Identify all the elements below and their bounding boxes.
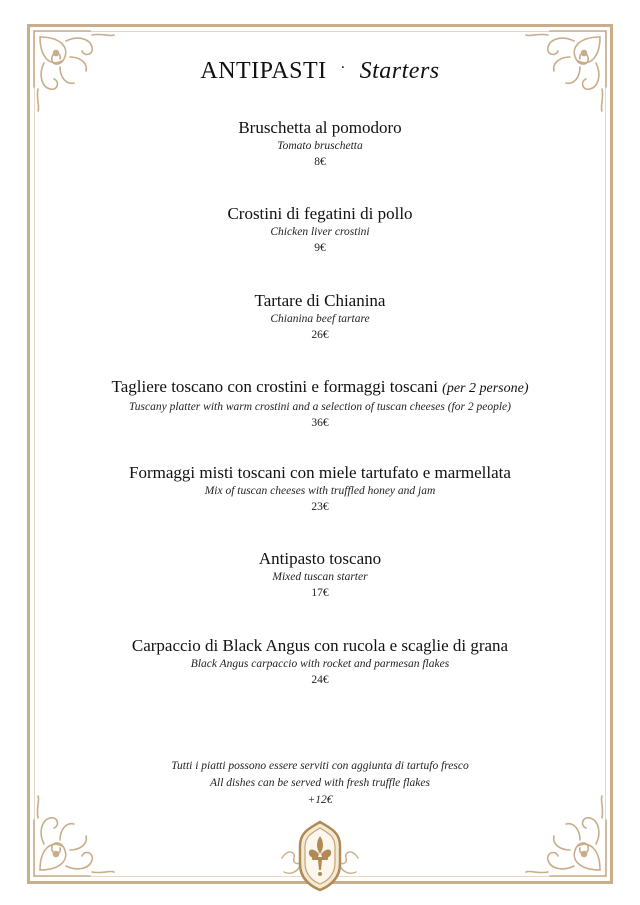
section-header	[0, 58, 640, 85]
dish-description: Chianina beef tartare	[270, 312, 370, 325]
menu-item	[40, 118, 600, 204]
menu-item	[40, 463, 600, 549]
dish-name: Formaggi misti toscani con miele tartufato e marmellata	[129, 463, 511, 483]
dish-description: Chicken liver crostini	[270, 226, 370, 239]
dish-name: Tagliere toscano con crostini e formaggi toscani (per 2 persone)	[111, 376, 529, 396]
dish-name: Crostini di fegatini di pollo	[227, 204, 413, 224]
dish-name: Bruschetta al pomodoro	[238, 118, 402, 137]
menu-item	[40, 377, 600, 463]
dish-name: Antipasto toscano	[258, 549, 382, 569]
dish-price: 17€	[311, 587, 329, 600]
menu-item	[40, 636, 600, 722]
truffle-note	[0, 758, 640, 809]
section-subtitle: Starters	[359, 58, 440, 84]
dish-price: 26€	[311, 328, 329, 341]
dish-description: Tomato bruschetta	[277, 140, 363, 152]
dish-description: Mix of tuscan cheeses with truffled honey and jam	[204, 485, 436, 498]
fleur-de-lis-crest-icon	[278, 818, 362, 894]
dish-note: (per 2 persone)	[442, 380, 529, 396]
dish-price: 24€	[311, 673, 329, 686]
truffle-note-price: +12€	[307, 794, 333, 806]
dish-description: Mixed tuscan starter	[272, 571, 368, 584]
dish-price: 9€	[314, 242, 326, 255]
menu-items-list	[40, 118, 600, 722]
dish-description: Tuscany platter with warm crostini and a selection of tuscan cheeses (for 2 people)	[129, 400, 511, 413]
section-title: ANTIPASTI	[200, 58, 327, 84]
title-separator: ·	[340, 60, 346, 76]
dish-name: Carpaccio di Black Angus con rucola e scaglie di grana	[131, 635, 509, 655]
dish-price: 36€	[311, 416, 329, 429]
dish-price: 8€	[314, 156, 326, 168]
dish-price: 23€	[311, 501, 329, 514]
menu-item	[40, 549, 600, 635]
menu-item	[40, 204, 600, 290]
truffle-note-italian: Tutti i piatti possono essere serviti con aggiunta di tartufo fresco	[171, 760, 469, 772]
dish-description: Black Angus carpaccio with rocket and parmesan flakes	[190, 657, 450, 670]
truffle-note-english: All dishes can be served with fresh truffle flakes	[210, 777, 430, 789]
dish-name: Tartare di Chianina	[254, 290, 386, 310]
menu-item	[40, 291, 600, 377]
